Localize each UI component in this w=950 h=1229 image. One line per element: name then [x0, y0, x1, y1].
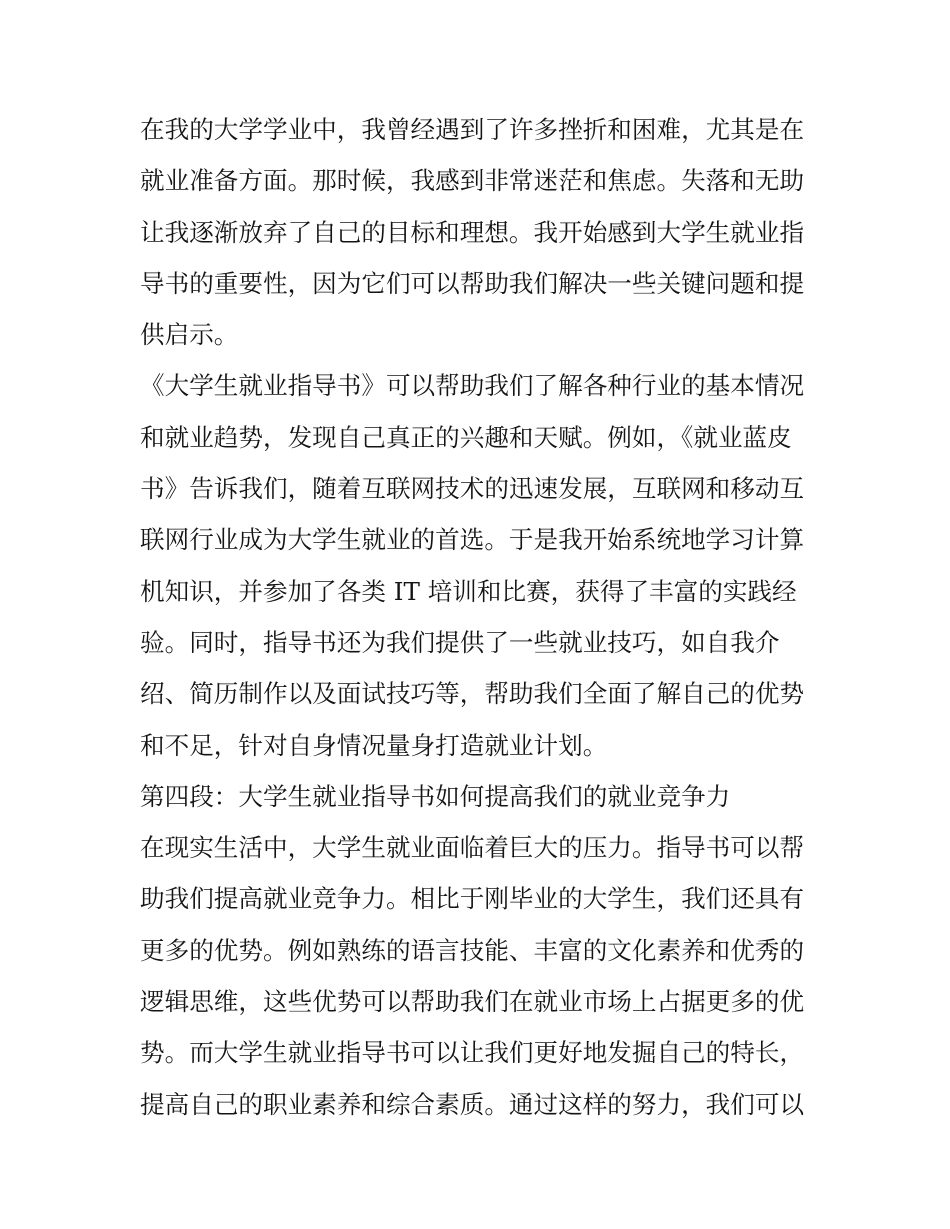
- section-heading: 第四段：大学生就业指导书如何提高我们的就业竞争力: [140, 781, 731, 811]
- text-line: 联网行业成为大学生就业的首选。于是我开始系统地学习计算: [140, 525, 805, 555]
- text-line: 更多的优势。例如熟练的语言技能、丰富的文化素养和优秀的: [140, 935, 805, 965]
- text-line: 在我的大学学业中，我曾经遇到了许多挫折和困难，尤其是在: [140, 115, 805, 144]
- text-line: 绍、简历制作以及面试技巧等，帮助我们全面了解自己的优势: [140, 679, 805, 709]
- text-line: 逻辑思维，这些优势可以帮助我们在就业市场上占据更多的优: [140, 987, 805, 1017]
- text-line: 在现实生活中，大学生就业面临着巨大的压力。指导书可以帮: [140, 833, 805, 863]
- text-line: 势。而大学生就业指导书可以让我们更好地发掘自己的特长，: [140, 1038, 805, 1068]
- text-line: 机知识，并参加了各类 IT 培训和比赛，获得了丰富的实践经: [140, 576, 797, 606]
- text-line: 《大学生就业指导书》可以帮助我们了解各种行业的基本情况: [140, 371, 805, 401]
- text-line: 验。同时，指导书还为我们提供了一些就业技巧，如自我介: [140, 627, 780, 657]
- text-line: 和就业趋势，发现自己真正的兴趣和天赋。例如，《就业蓝皮: [140, 422, 792, 452]
- text-line: 让我逐渐放弃了自己的目标和理想。我开始感到大学生就业指: [140, 217, 805, 247]
- text-line: 助我们提高就业竞争力。相比于刚毕业的大学生，我们还具有: [140, 884, 805, 914]
- text-line: 导书的重要性，因为它们可以帮助我们解决一些关键问题和提: [140, 268, 805, 298]
- text-line: 书》告诉我们，随着互联网技术的迅速发展，互联网和移动互: [140, 474, 805, 504]
- text-line: 提高自己的职业素养和综合素质。通过这样的努力，我们可以: [140, 1089, 805, 1119]
- document-body: [140, 104, 812, 1130]
- text-line: 就业准备方面。那时候，我感到非常迷茫和焦虑。失落和无助: [140, 166, 805, 196]
- text-line: 和不足，针对自身情况量身打造就业计划。: [140, 730, 608, 760]
- text-line: 供启示。: [140, 320, 239, 350]
